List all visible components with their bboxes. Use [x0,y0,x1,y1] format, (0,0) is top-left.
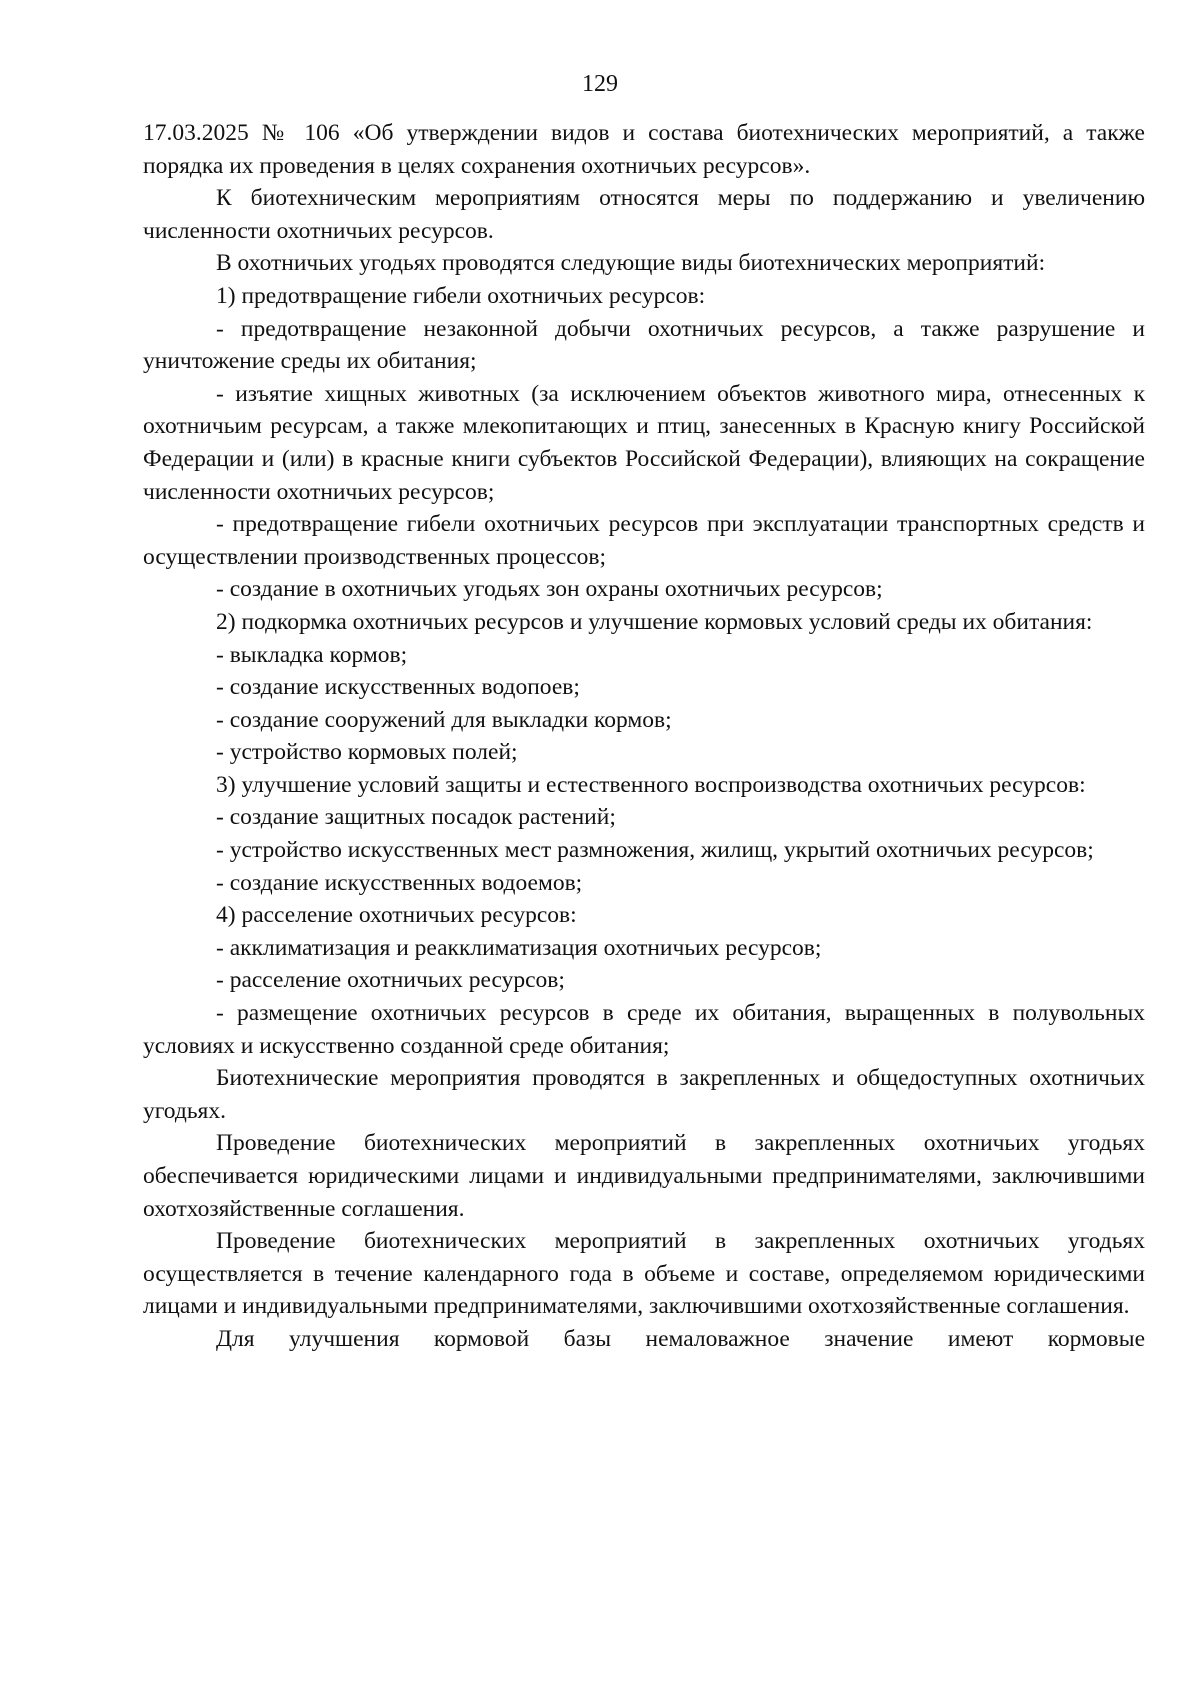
list-item: - предотвращение незаконной добычи охотничьих ресурсов, а также разрушение и уничтожение среды их обитания; [143,315,1145,375]
list-item: - размещение охотничьих ресурсов в среде их обитания, выращенных в полувольных условиях и искусственно созданной среде обитания; [143,1000,1145,1059]
paragraph-definition: К биотехническим мероприятиям относятся меры по поддержанию и увеличению численности охотничьих ресурсов. [143,185,1145,244]
list-item: - изъятие хищных животных (за исключением объектов животного мира, отнесенных к охотничьим ресурсам, а также млекопитающих и птиц, занесенных в Красную книгу Российской Федерации и (или) в красные книги субъектов Российской Федерации), влияющих на сокращение численности охотничьих ресурсов; [143,380,1145,505]
paragraph-order-reference: 17.03.2025 № 106 «Об утверждении видов и состава биотехнических мероприятий, а также порядка их проведения в целях сохранения охотничьих ресурсов». [143,120,1145,179]
list-heading-4: 4) расселение охотничьих ресурсов: [216,902,577,929]
list-heading-1: 1) предотвращение гибели охотничьих ресурсов: [216,282,706,309]
list-heading-2: 2) подкормка охотничьих ресурсов и улучшение кормовых условий среды их обитания: [216,608,1093,635]
paragraph-types-intro: В охотничьих угодьях проводятся следующие виды биотехнических мероприятий: [216,250,1046,277]
list-item: - расселение охотничьих ресурсов; [216,967,565,994]
list-item: - создание защитных посадок растений; [216,804,616,831]
list-item: - устройство искусственных мест размножения, жилищ, укрытий охотничьих ресурсов; [216,837,1094,864]
list-item: - акклиматизация и реакклиматизация охотничьих ресурсов; [216,934,822,961]
page-number: 129 [582,71,618,97]
list-item: - создание сооружений для выкладки кормов; [216,706,672,733]
list-item: - создание в охотничьих угодьях зон охраны охотничьих ресурсов; [216,576,883,603]
list-item: - выкладка кормов; [216,641,408,668]
paragraph-responsibility: Проведение биотехнических мероприятий в закрепленных охотничьих угодьях обеспечивается юридическими лицами и индивидуальными предпринимателями, заключившими охотхозяйственные соглашения. [143,1130,1145,1222]
paragraph-schedule: Проведение биотехнических мероприятий в закрепленных охотничьих угодьях осуществляется в течение календарного года в объеме и составе, определяемом юридическими лицами и индивидуальными предпринимателями, заключившими охотхозяйственные соглашения. [143,1228,1145,1320]
list-item: - предотвращение гибели охотничьих ресурсов при эксплуатации транспортных средств и осуществлении производственных процессов; [143,511,1145,570]
paragraph-location: Биотехнические мероприятия проводятся в закрепленных и общедоступных охотничьих угодьях. [143,1065,1145,1124]
list-heading-3: 3) улучшение условий защиты и естественного воспроизводства охотничьих ресурсов: [216,771,1086,798]
list-item: - создание искусственных водоемов; [216,869,583,896]
document-body [143,117,1145,1356]
list-item: - устройство кормовых полей; [216,739,518,766]
paragraph-feed-base: Для улучшения кормовой базы немаловажное значение имеют кормовые [216,1325,1145,1352]
list-item: - создание искусственных водопоев; [216,674,580,701]
